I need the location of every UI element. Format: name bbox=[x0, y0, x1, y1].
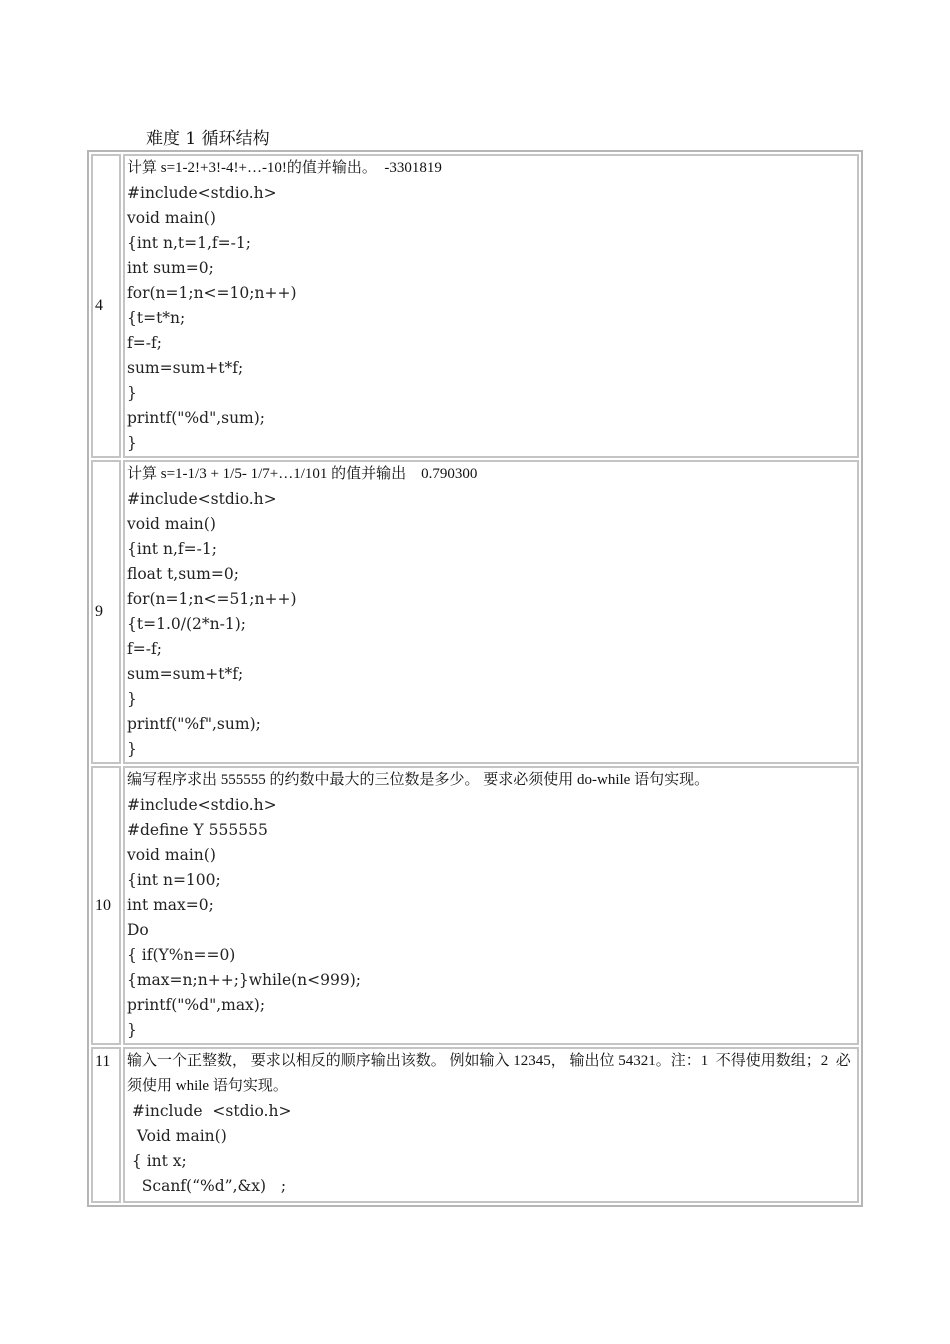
row-clip bbox=[127, 1049, 857, 1197]
row-content bbox=[123, 1047, 859, 1203]
row-content bbox=[123, 154, 859, 458]
table-row bbox=[91, 460, 859, 764]
question-text: 输入一个正整数， 要求以相反的顺序输出该数。 例如输入 12345， 输出位 54321。注：1 不得使用数组；2 必须使用 while 语句实现。 bbox=[127, 1053, 851, 1094]
table-row bbox=[91, 1047, 859, 1203]
row-number: 9 bbox=[91, 460, 121, 764]
code-block: #include <stdio.h> Void main() { int x; Scanf(“%d”,&x) ; bbox=[131, 1102, 292, 1195]
row-content bbox=[123, 460, 859, 764]
row-content bbox=[123, 766, 859, 1045]
row-number: 11 bbox=[91, 1047, 121, 1203]
code-block: #include<stdio.h> #define Y 555555 void main() {int n=100; int max=0; Do { if(Y%n==0) {max=n;n++;}while(n<999); printf("%d",max); } bbox=[127, 796, 361, 1039]
question-text: 计算 s=1-1/3 + 1/5- 1/7+…1/101 的值并输出 0.790300 bbox=[127, 466, 478, 482]
row-number: 4 bbox=[91, 154, 121, 458]
section-title: 难度 1 循环结构 bbox=[146, 129, 270, 149]
row-number: 10 bbox=[91, 766, 121, 1045]
question-text: 计算 s=1-2!+3!-4!+…-10!的值并输出。 -3301819 bbox=[127, 160, 442, 176]
question-text: 编写程序求出 555555 的约数中最大的三位数是多少。 要求必须使用 do-while 语句实现。 bbox=[127, 772, 710, 788]
table-row bbox=[91, 766, 859, 1045]
code-block: #include<stdio.h> void main() {int n,f=-1; float t,sum=0; for(n=1;n<=51;n++) {t=1.0/(2*n-1); f=-f; sum=sum+t*f; } printf("%f",sum); } bbox=[127, 490, 297, 758]
exercise-table bbox=[87, 150, 863, 1207]
table-row bbox=[91, 154, 859, 458]
code-block: #include<stdio.h> void main() {int n,t=1,f=-1; int sum=0; for(n=1;n<=10;n++) {t=t*n; f=-f; sum=sum+t*f; } printf("%d",sum); } bbox=[127, 184, 297, 452]
